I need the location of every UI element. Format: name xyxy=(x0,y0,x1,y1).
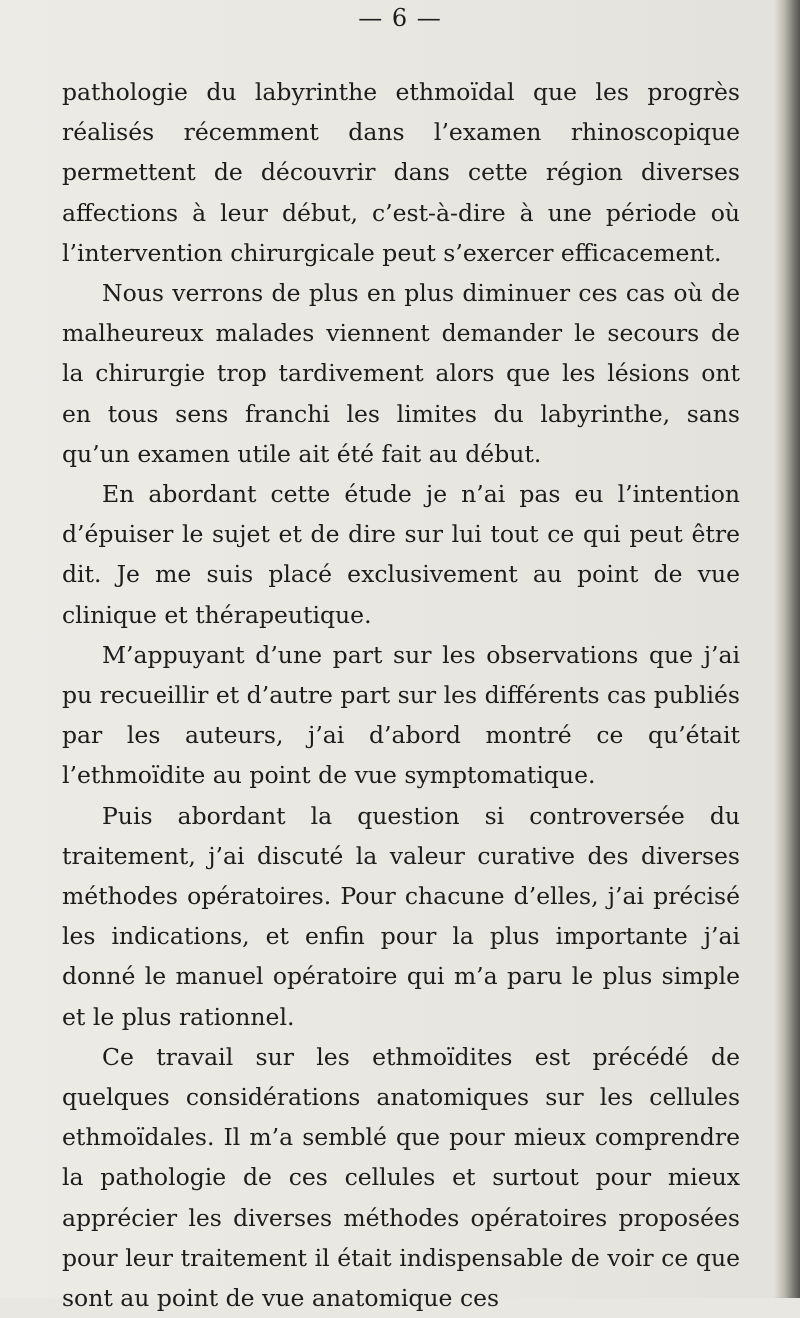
paragraph-3: En abordant cette étude je n’ai pas eu l’intention d’épuiser le sujet et de dire sur lui tout ce qui peut être dit. Je me suis placé exclusivement au point de vue clinique et thérapeutique. xyxy=(62,480,740,629)
paragraph-2: Nous verrons de plus en plus diminuer ces cas où de malheureux malades viennent demander le secours de la chirurgie trop tardivement alors que les lésions ont en tous sens franchi les limites du labyrinthe, sans qu’un examen utile ait été fait au début. xyxy=(62,279,740,468)
paragraph-1: pathologie du labyrinthe ethmoïdal que les progrès réalisés récemment dans l’examen rhinoscopique permettent de découvrir dans cette région diverses affections à leur début, c’est-à-dire à une période où l’intervention chirurgicale peut s’exercer efficacement. xyxy=(62,78,740,267)
paragraph-4: M’appuyant d’une part sur les observations que j’ai pu recueillir et d’autre part sur les différents cas publiés par les auteurs, j’ai d’abord montré ce qu’était l’ethmoïdite au point de vue symptomatique. xyxy=(62,640,740,790)
paragraph-5: Puis abordant la question si controversée du traitement, j’ai discuté la valeur curative des diverses méthodes opératoires. Pour chacune d’elles, j’ai précisé les indications, et enfin pour la plus importante j’ai donné le manuel opératoire qui m’a paru le plus simple et le plus rationnel. xyxy=(62,801,740,1031)
page-number: — 6 — xyxy=(358,4,442,32)
body-text xyxy=(62,72,740,1318)
page-edge-shadow xyxy=(774,0,800,1298)
paragraph-6: Ce travail sur les ethmoïdites est précédé de quelques considérations anatomiques sur les cellules ethmoïdales. Il m’a semblé que pour mieux comprendre la pathologie de ces cellules et surtout pour mieux apprécier les diverses méthodes opératoires proposées pour leur traitement il était indispensable de voir ce que sont au point de vue anatomique ces xyxy=(62,1042,740,1313)
